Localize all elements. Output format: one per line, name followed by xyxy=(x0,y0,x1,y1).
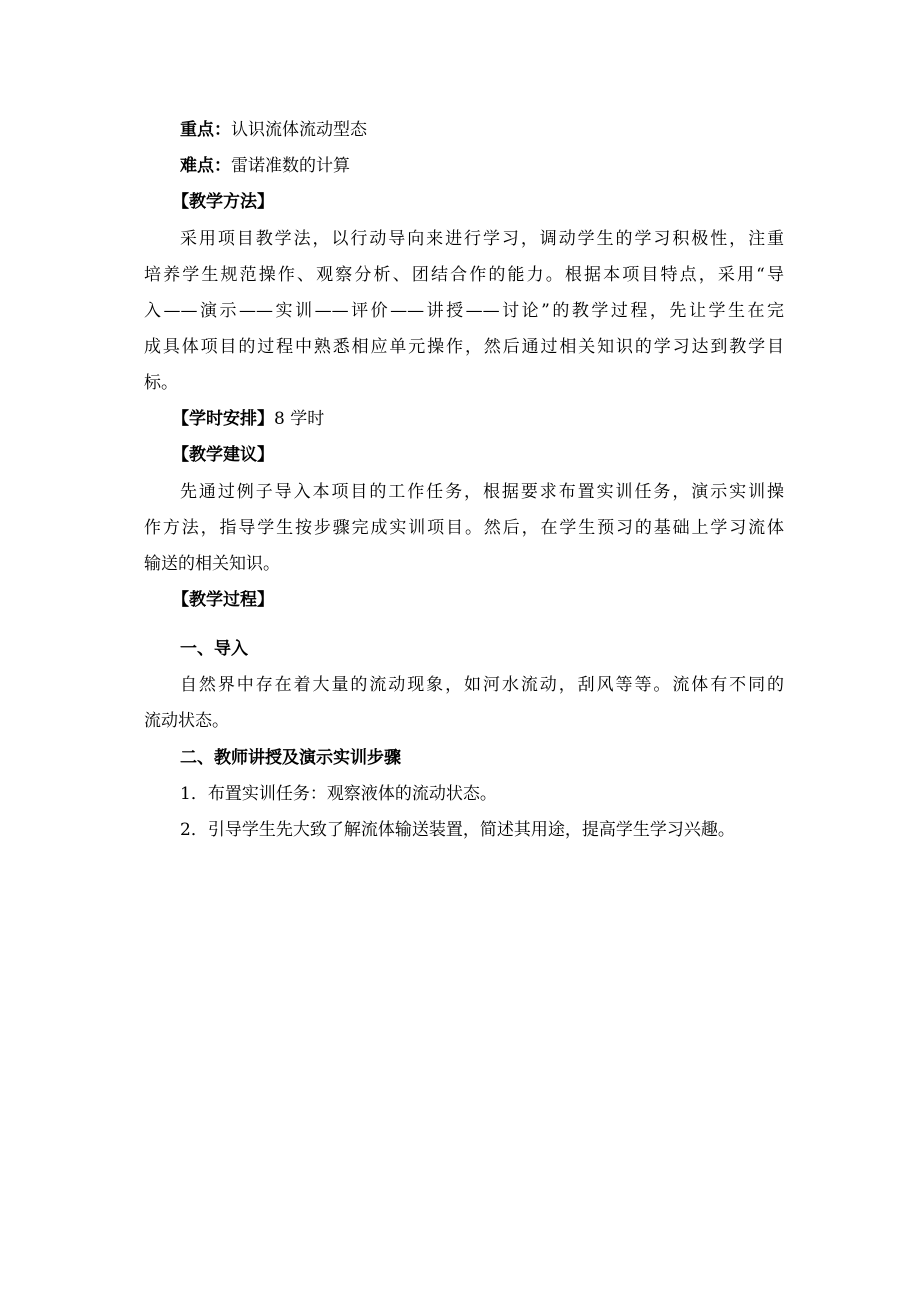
teaching-method-line-5: 标。 xyxy=(144,373,178,393)
key-point xyxy=(180,120,784,140)
section-1-line-1: 自然界中存在着大量的流动现象，如河水流动，刮风等等。流体有不同的 xyxy=(180,675,784,695)
difficult-point xyxy=(180,156,784,176)
schedule-heading: 【学时安排】 xyxy=(172,409,274,429)
section-1-line-2: 流动状态。 xyxy=(144,711,229,731)
teaching-advice-line-2: 作方法，指导学生按步骤完成实训项目。然后，在学生预习的基础上学习流体 xyxy=(144,518,784,538)
step-1: 1．布置实训任务：观察液体的流动状态。 xyxy=(180,784,497,804)
teaching-advice-line-3: 输送的相关知识。 xyxy=(144,554,280,574)
difficult-point-label: 难点： xyxy=(180,156,231,176)
key-point-text: 认识流体流动型态 xyxy=(231,120,367,140)
section-2-title: 二、教师讲授及演示实训步骤 xyxy=(180,748,401,768)
schedule xyxy=(172,409,812,429)
section-1-title: 一、导入 xyxy=(180,639,248,659)
key-point-label: 重点： xyxy=(180,120,231,140)
teaching-method-line-4: 成具体项目的过程中熟悉相应单元操作，然后通过相关知识的学习达到教学目 xyxy=(144,337,784,357)
teaching-method-heading: 【教学方法】 xyxy=(172,192,274,212)
teaching-method-line-1: 采用项目教学法，以行动导向来进行学习，调动学生的学习积极性，注重 xyxy=(180,229,784,249)
teaching-advice-line-1: 先通过例子导入本项目的工作任务，根据要求布置实训任务，演示实训操 xyxy=(180,482,784,502)
step-2: 2．引导学生先大致了解流体输送装置，简述其用途，提高学生学习兴趣。 xyxy=(180,820,735,840)
teaching-method-line-3: 入——演示——实训——评价——讲授——讨论”的教学过程，先让学生在完 xyxy=(144,301,784,321)
teaching-advice-heading: 【教学建议】 xyxy=(172,445,274,465)
teaching-process-heading: 【教学过程】 xyxy=(172,590,274,610)
schedule-text: 8 学时 xyxy=(274,409,325,429)
teaching-method-line-2: 培养学生规范操作、观察分析、团结合作的能力。根据本项目特点，采用“导 xyxy=(144,265,784,285)
difficult-point-text: 雷诺准数的计算 xyxy=(231,156,350,176)
